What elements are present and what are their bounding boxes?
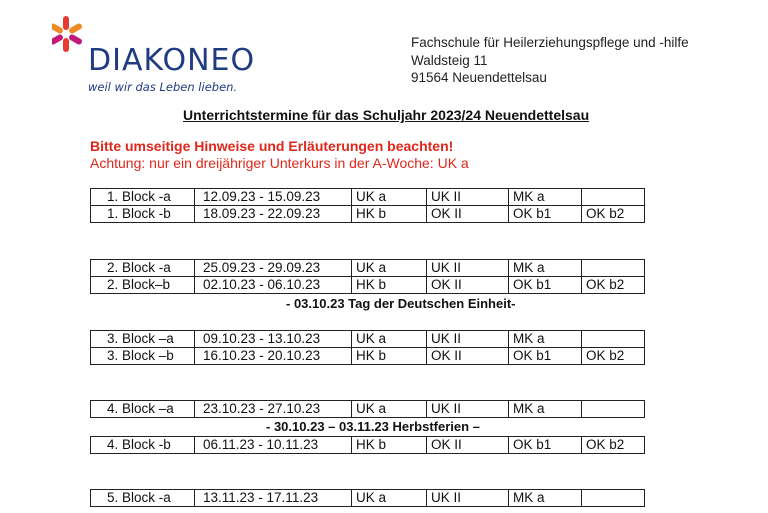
course-cell: UK a <box>352 401 427 418</box>
dates-cell: 09.10.23 - 13.10.23 <box>195 331 352 348</box>
course-cell: MK a <box>509 331 582 348</box>
block-cell: 1. Block -a <box>91 189 195 206</box>
course-cell: OK II <box>427 206 509 223</box>
dates-cell: 23.10.23 - 27.10.23 <box>195 401 352 418</box>
course-cell: MK a <box>509 189 582 206</box>
logo-text: DIAKONEO <box>88 43 256 78</box>
school-address <box>411 34 689 87</box>
course-cell <box>582 490 645 507</box>
schedule-table-2 <box>90 259 645 294</box>
table-row <box>91 277 645 294</box>
table-row <box>91 260 645 277</box>
course-cell: UK II <box>427 401 509 418</box>
schedule-table-3 <box>90 330 645 365</box>
address-line: Waldsteig 11 <box>411 52 488 68</box>
course-cell: UK a <box>352 490 427 507</box>
course-cell: OK b1 <box>509 348 582 365</box>
holiday-note: - 30.10.23 – 03.11.23 Herbstferien – <box>266 419 480 434</box>
schedule-table-4b <box>90 436 645 454</box>
course-cell: HK b <box>352 206 427 223</box>
block-cell: 2. Block–b <box>91 277 195 294</box>
course-cell: UK a <box>352 331 427 348</box>
course-cell: UK II <box>427 189 509 206</box>
table-row <box>91 331 645 348</box>
notice-bold: Bitte umseitige Hinweise und Erläuterungen beachten! <box>90 138 454 154</box>
schedule-table-4a <box>90 400 645 418</box>
course-cell: MK a <box>509 401 582 418</box>
table-row <box>91 437 645 454</box>
schedule-table-5 <box>90 489 645 507</box>
address-line: 91564 Neuendettelsau <box>411 70 547 85</box>
course-cell: OK b1 <box>509 206 582 223</box>
course-cell <box>582 401 645 418</box>
dates-cell: 25.09.23 - 29.09.23 <box>195 260 352 277</box>
diakoneo-logo <box>52 14 256 94</box>
dates-cell: 13.11.23 - 17.11.23 <box>195 490 352 507</box>
table-row <box>91 348 645 365</box>
block-cell: 1. Block -b <box>91 206 195 223</box>
course-cell: OK b2 <box>582 206 645 223</box>
course-cell: HK b <box>352 348 427 365</box>
table-row <box>91 490 645 507</box>
course-cell: MK a <box>509 260 582 277</box>
dates-cell: 16.10.23 - 20.10.23 <box>195 348 352 365</box>
table-row <box>91 401 645 418</box>
course-cell <box>582 189 645 206</box>
block-cell: 5. Block -a <box>91 490 195 507</box>
dates-cell: 12.09.23 - 15.09.23 <box>195 189 352 206</box>
course-cell <box>582 331 645 348</box>
course-cell: OK b1 <box>509 277 582 294</box>
course-cell: UK II <box>427 331 509 348</box>
course-cell: UK a <box>352 260 427 277</box>
star-logo-icon <box>52 14 88 54</box>
course-cell: UK II <box>427 490 509 507</box>
course-cell: OK b2 <box>582 277 645 294</box>
block-cell: 4. Block –a <box>91 401 195 418</box>
schedule-table-1 <box>90 188 645 223</box>
address-line: Fachschule für Heilerziehungspflege und -hilfe <box>411 35 689 50</box>
dates-cell: 02.10.23 - 06.10.23 <box>195 277 352 294</box>
course-cell: UK II <box>427 260 509 277</box>
course-cell: OK II <box>427 277 509 294</box>
course-cell: MK a <box>509 490 582 507</box>
course-cell: OK b2 <box>582 437 645 454</box>
course-cell: UK a <box>352 189 427 206</box>
notice-normal: Achtung: nur ein dreijähriger Unterkurs in der A-Woche: UK a <box>90 155 469 171</box>
table-row <box>91 206 645 223</box>
dates-cell: 06.11.23 - 10.11.23 <box>195 437 352 454</box>
document-title: Unterrichtstermine für das Schuljahr 2023/24 Neuendettelsau <box>183 107 590 123</box>
block-cell: 4. Block -b <box>91 437 195 454</box>
block-cell: 3. Block –b <box>91 348 195 365</box>
holiday-note: - 03.10.23 Tag der Deutschen Einheit- <box>286 296 516 311</box>
course-cell: HK b <box>352 277 427 294</box>
course-cell: OK b1 <box>509 437 582 454</box>
block-cell: 2. Block -a <box>91 260 195 277</box>
course-cell: OK b2 <box>582 348 645 365</box>
course-cell <box>582 260 645 277</box>
course-cell: HK b <box>352 437 427 454</box>
logo-slogan: weil wir das Leben lieben. <box>88 80 238 94</box>
table-row <box>91 189 645 206</box>
block-cell: 3. Block –a <box>91 331 195 348</box>
dates-cell: 18.09.23 - 22.09.23 <box>195 206 352 223</box>
course-cell: OK II <box>427 437 509 454</box>
course-cell: OK II <box>427 348 509 365</box>
